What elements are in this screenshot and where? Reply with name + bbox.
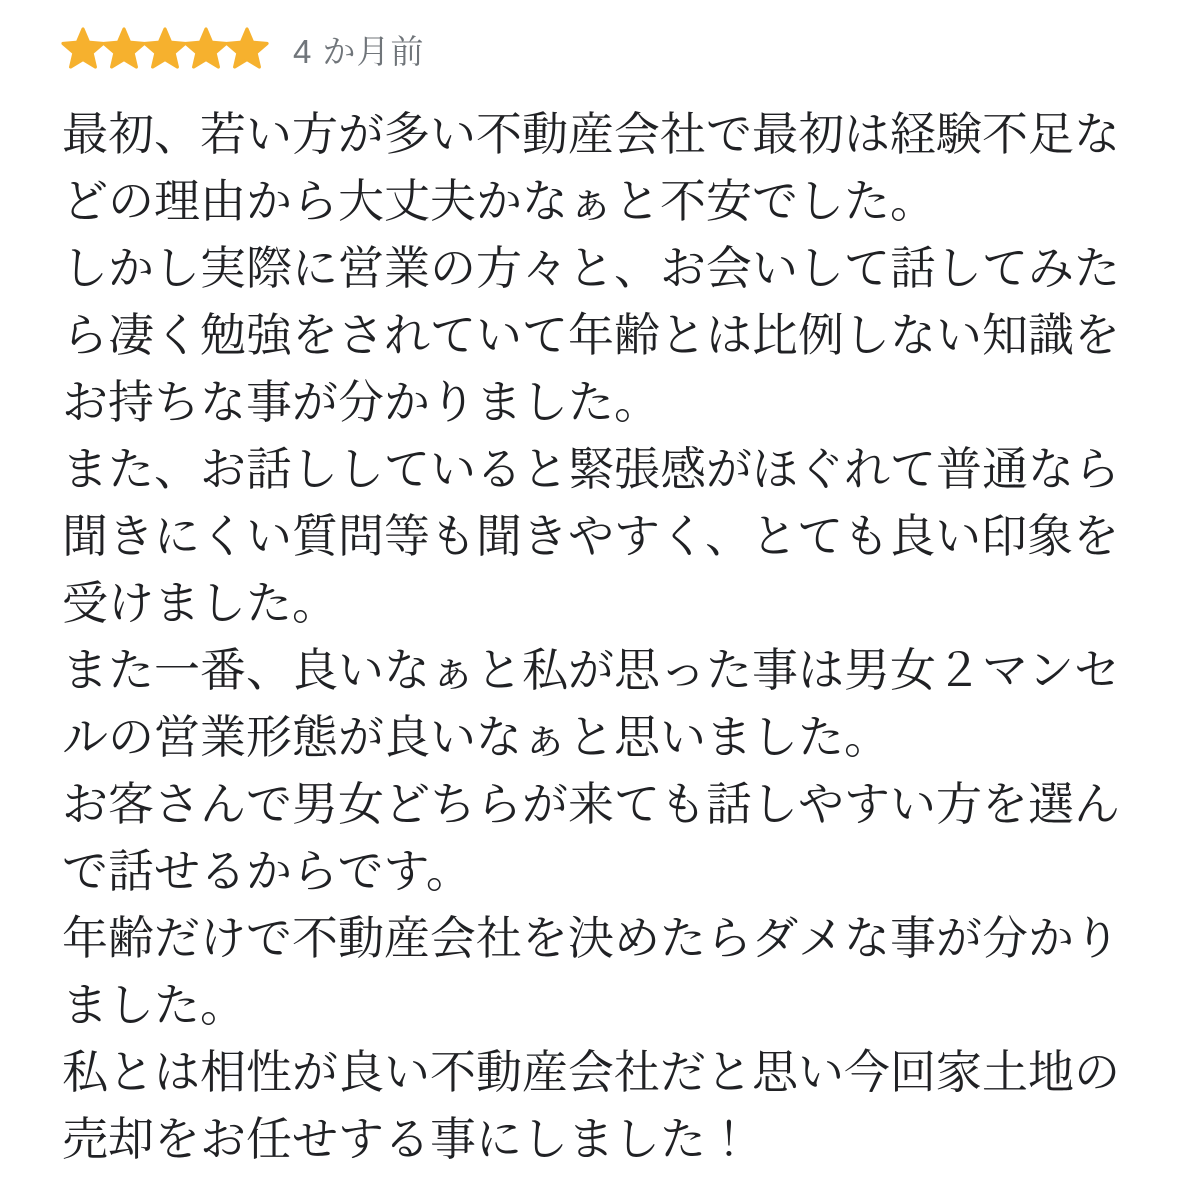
review-text-line: また、お話ししていると緊張感がほぐれて普通なら — [62, 443, 1120, 495]
review-header — [62, 24, 1179, 74]
review-text-line: また一番、良いなぁと私が思った事は男女２マンセ — [62, 644, 1120, 696]
review-text-line: で話せるからです。 — [62, 845, 472, 897]
review-text-line: 聞きにくい質問等も聞きやすく、とても良い印象を — [62, 510, 1120, 562]
review-text-line: ら凄く勉強をされていて年齢とは比例しない知識を — [62, 309, 1120, 361]
review-date: 4 か月前 — [293, 32, 425, 70]
star-rating — [62, 25, 267, 73]
star-icon — [223, 25, 271, 73]
review-text-line: しかし実際に営業の方々と、お会いして話してみた — [62, 242, 1120, 294]
review-text-line: ました。 — [62, 979, 246, 1031]
review-text-line: お持ちな事が分かりました。 — [62, 376, 660, 428]
review-text-line: 年齢だけで不動産会社を決めたらダメな事が分かり — [62, 912, 1120, 964]
review-text-line: 私とは相性が良い不動産会社だと思い今回家土地の — [62, 1046, 1120, 1098]
review-text-line: ルの営業形態が良いなぁと思いました。 — [62, 711, 890, 763]
review-text-line: どの理由から大丈夫かなぁと不安でした。 — [62, 175, 936, 227]
review-text-line: 最初、若い方が多い不動産会社で最初は経験不足な — [62, 108, 1120, 160]
review-text-line: お客さんで男女どちらが来ても話しやすい方を選ん — [62, 778, 1120, 830]
review-text — [62, 101, 1179, 1173]
review-text-line: 受けました。 — [62, 577, 338, 629]
review-text-line: 売却をお任せする事にしました！ — [62, 1113, 752, 1165]
